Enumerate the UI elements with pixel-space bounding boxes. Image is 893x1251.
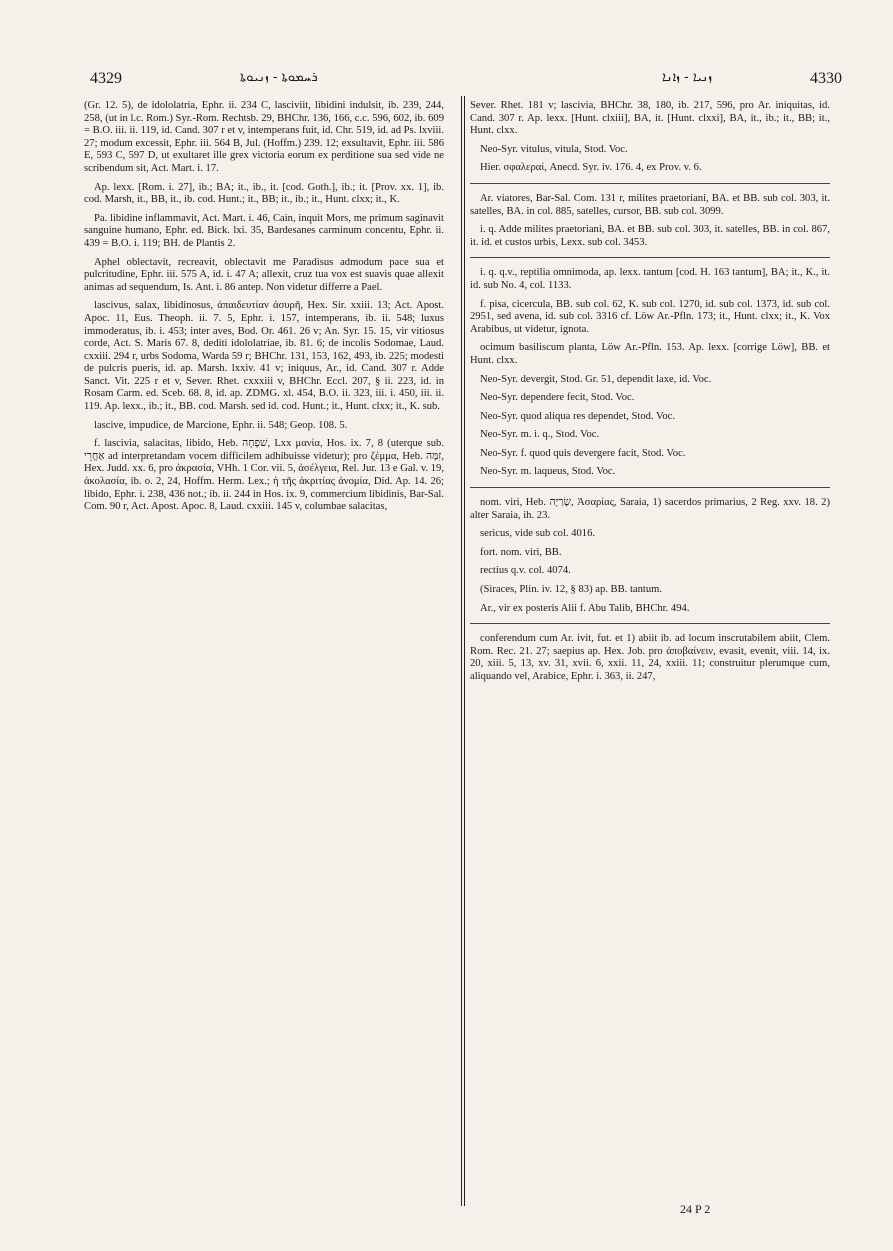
entry-text: Ar., vir ex posteris Alii f. Abu Talib, BHChr. 494. bbox=[480, 602, 690, 614]
entry-text: fort. nom. viri, BB. bbox=[480, 546, 562, 558]
entry-text: Hier. σφαλεραί, Anecd. Syr. iv. 176. 4, ex Prov. v. 6. bbox=[480, 162, 702, 174]
entry-text: lascive, impudice, de Marcione, Ephr. ii. 548; Geop. 108. 5. bbox=[94, 419, 348, 431]
entry-text: rectius q.v. col. 4074. bbox=[480, 565, 571, 577]
entry-text: Neo-Syr. vitulus, vitula, Stod. Voc. bbox=[480, 143, 628, 155]
entry-separator bbox=[470, 487, 830, 488]
entry-text: conferendum cum Ar. ivit, fut. et 1) abiit ib. ad locum inscrutabilem abiit, Clem. Rom. Rec. 21. 27; saepius ap. Hex. Job. pro ἀποβαίνειν, evasit, evenit, viii. 14, ix. 20, xiii. 5, 13, xv. 31, xvii. 6, xxii. 11, 24, xxiii. 11; construitur plerumque cum, aliquando vel, Arabice, Ephr. i. 363, ii. 247, bbox=[470, 633, 830, 682]
right-column bbox=[470, 100, 830, 1200]
entry-text: sericus, vide sub col. 4016. bbox=[480, 528, 596, 540]
entry-text: (Siraces, Plin. iv. 12, § 83) ap. BB. tantum. bbox=[480, 584, 663, 596]
right-running-head: ܙܢܝܐ - ܙܐܢܐ bbox=[662, 70, 712, 85]
entry-text: i. q. q.v., reptilia omnimoda, ap. lexx. tantum [cod. H. 163 tantum], BA; it., K., it. id. sub No. 4, col. 1133. bbox=[470, 267, 830, 291]
entry-text: Neo-Syr. devergit, Stod. Gr. 51, dependit laxe, id. Voc. bbox=[480, 373, 712, 385]
right-page-number: 4330 bbox=[810, 70, 842, 87]
entry-text: lascivus, salax, libidinosus, ἀπαιδευτίαν ἀσυρῆ, Hex. Sir. xxiii. 13; Act. Apost. Apoc. 11, Eus. Theoph. ii. 7. 5, Ephr. i. 157, intemperans, ib. ii. 548; luxus immoderatus, ib. i. 453; inter aves, Bod. Or. 461. 26 v; An. Syr. 15. 15, vir vitiosus corde, Act. S. Maris 67. 8, dediti idololatriae, ib. 81. 6; de incolis Sodomae, Laud. cxxiii. 294 r, urbs Sodoma, Warda 59 r; BHChr. 131, 153, 162, 493, ib. 225; modesti de pulcris pueris, id. ap. Marsh. lxxiv. 41 v; iniquus, Ar., id. Cand. 307 r. Adde Sanct. Vit. 225 r et v, Sever. Rhet. cxxxiii v, BHChr. Eccl. 207, § ii. 223, id. in Rosam Carm. ed. Sceb. 68. 8, id. ap. ZDMG. xl. 454, B.O. ii. 323, iii. i. 450, iii. ii. 119. Ap. lexx., ib.; it., BB. cod. Marsh. sed id. cod. Hunt.; it., Hunt. clxx; it., K. sub. bbox=[84, 300, 444, 413]
entry-text: Pa. libidine inflammavit, Act. Mart. i. 46, Cain, inquit Mors, me primum saginavit sanguine humano, Ephr. ed. Bick. lxi. 35, Bardesanes carminum concentu, Ephr. ii. 439 = B.O. i. 119; BH. de Plantis 2. bbox=[84, 212, 444, 249]
entry-separator bbox=[470, 183, 830, 184]
page-header bbox=[90, 70, 842, 94]
entry-text: Sever. Rhet. 181 v; lascivia, BHChr. 38, 180, ib. 217, 596, pro Ar. iniquitas, id. Cand. 307 r. Ap. lexx. [Hunt. clxiii], BA, it. [Hunt. clxxi], BA, it., ib.; it., BB; it., Hunt. clxx. bbox=[470, 100, 830, 137]
entry-text: Ar. viatores, Bar-Sal. Com. 131 r, milites praetoriani, BA. et BB. sub col. 303, it. satelles, BA. in col. 885, satelles, cursor, BB. sub col. 3099. bbox=[470, 192, 830, 217]
column-divider bbox=[461, 96, 462, 1206]
entry-separator bbox=[470, 257, 830, 258]
left-page-number: 4329 bbox=[90, 70, 122, 87]
entry-text: Neo-Syr. m. laqueus, Stod. Voc. bbox=[480, 466, 616, 478]
entry-text: f. lascivia, salacitas, libido, Heb. שׁפְחָה, Lxx μανία, Hos. ix. 7, 8 (uterque sub. אַחֲרֵי ad interpretandam vocem difficilem adhibuisse videtur); pro ζέμμα, Heb. זִמָּה, Hex. Judd. xx. 6, pro ἀκρασία, VHh. 1 Cor. vii. 5, ἀσέλγεια, Rel. Jur. 13 e Gal. v. 19, ἀκολασία, ib. o. 2, 24, Hoffm. Herm. Lex.; ἡ τῆς ἀκριτίας ἀνομία, Did. Ap. 14. 26; libido, Ephr. i. 238, 436 not.; ib. ii. 244 in Hos. ix. 9, commercium libidinis, Bar-Sal. Com. 90 r, Act. Apost. Apoc. 8, Laud. cxxiii. 145 v, columbae salacitas, bbox=[84, 438, 444, 513]
entry-text: Ap. lexx. [Rom. i. 27], ib.; BA; it., ib., it. [cod. Goth.], ib.; it. [Prov. xx. 1], ib. cod. Marsh, it., BB, it., ib. cod. Hunt.; it., BB; it., ib.; it., Hunt. clxx; it., K. bbox=[84, 181, 444, 206]
entry-text: Neo-Syr. f. quod quis devergere facit, Stod. Voc. bbox=[480, 447, 686, 459]
entry-text: Neo-Syr. quod aliqua res dependet, Stod. Voc. bbox=[480, 410, 675, 422]
entry-text: i. q. Adde milites praetoriani, BA. et BB. sub col. 303, it. satelles, BB. in col. 867, it. id. et custos urbis, Lexx. sub col. 3453. bbox=[470, 224, 830, 248]
signature-mark: 24 P 2 bbox=[680, 1202, 711, 1216]
entry-text: ocimum basiliscum planta, Löw Ar.-Pfln. 153. Ap. lexx. [corrige Löw], BB. et Hunt. clxx. bbox=[470, 342, 830, 366]
left-column bbox=[84, 100, 444, 1200]
left-running-head: ܪܚܡܘܬܐ - ܙܢܝܘܬܐ bbox=[240, 70, 318, 85]
entry-text: Aphel oblectavit, recreavit, oblectavit me Paradisus admodum pace sua et pulcritudine, Ephr. iii. 575 A, id. i. 47 A; allexit, cruz tua vox est suavis quae allexit animas ad sequendum, Is. Ant. i. 86 antep. Non videtur differre a Pael. bbox=[84, 256, 444, 293]
entry-text: (Gr. 12. 5), de idololatria, Ephr. ii. 234 C, lasciviit, libidini indulsit, ib. 239, 244, 258, (ut in l.c. Rom.) Syr.-Rom. Rechtsb. 29, BHChr. 136, 166, c.c. 596, 602, ib. 609 = B.O. iii. ii. 119, id. Cand. 307 r et v, intemperans fuit, id. Chr. 519, id. ad Ps. lxviii. 27; modum excessit, Ephr. iii. 564 B, Jul. (Hoffm.) 239. 12; exsultavit, Ephr. iii. 586 E, 593 C, 597 D, ut exultaret ille grex victoria eorum ex perditione sua sed vide ne scribendum sit, Act. Mart. i. 17. bbox=[84, 100, 444, 174]
entry-text: Neo-Syr. m. i. q., Stod. Voc. bbox=[480, 429, 600, 441]
column-divider-secondary bbox=[464, 96, 465, 1206]
entry-text: nom. viri, Heb. שָׂרַיָה, Ἀσαρίας, Saraia, 1) sacerdos primarius, 2 Reg. xxv. 18. 2) alter Saraia, ih. 23. bbox=[470, 497, 830, 521]
entry-text: f. pisa, cicercula, BB. sub col. 62, K. sub col. 1270, id. sub col. 1373, id. sub col. 2951, sed avena, id. sub col. 3316 cf. Löw Ar.-Pfln. 173; it., Hunt. clxx; it., K. Vox Arabibus, ut videtur, ignota. bbox=[470, 298, 830, 335]
entry-text: Neo-Syr. dependere fecit, Stod. Voc. bbox=[480, 392, 635, 404]
entry-separator bbox=[470, 623, 830, 624]
